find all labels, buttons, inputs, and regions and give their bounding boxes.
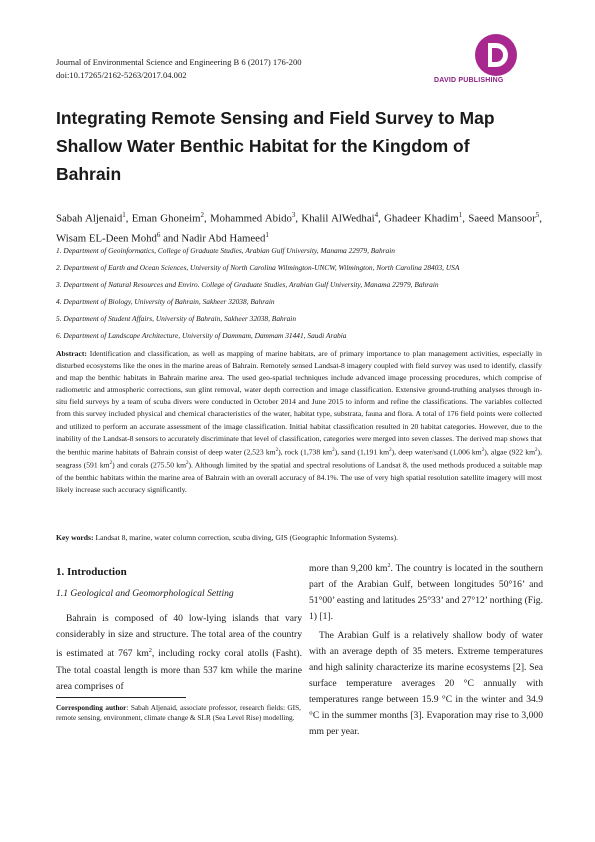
publisher-logo-text: DAVID PUBLISHING <box>434 77 504 84</box>
body-column-right <box>309 558 543 742</box>
abstract-text: Identification and classification, as well as mapping of marine habitats, are of primary importance to plan management activities, especially in disturbed ecosystems like the ones in the marine areas of Bahrain. Remotely sensed Landsat-8 imagery coupled with field survey was used to identify, classify and map the benthic habitats in Bahrain marine area. The used geo-spatial techniques include advanced image processing procedures, which comprise of radiometric and atmospheric corrections, sun glint removal, water depth correction and image classification. Extensive ground-truthing analyses through in-situ field surveys by a team of scuba divers were conducted in October 2014 and June 2015 to inform and refine the classifications. The variables collected from this survey included physical and chemical characteristics of the water, habitat type, substrata, fauna and flora. A total of 176 field points were collected and utilized to perform an accurate assessment of the image classification. Initial habitat classification resulted in 20 habitat categories. However, due to the inability of the Landsat-8 sensors to accurately discriminate that level of classification, categories were merged into seven classes. The derived map shows that the benthic marine habitats of Bahrain consist of deep water (2,523 km <box>56 349 542 457</box>
body-paragraph: Bahrain is composed of 40 low-lying islands that vary considerably in size and structure. The total area of the country is estimated at 767 $km^2$, including rocky coral atolls (Fasht). The total coastal length is more than 537 km while the marine area comprises of <box>56 613 302 692</box>
affiliation-item: 5. Department of Student Affairs, University of Bahrain, Sakheer 32038, Bahrain <box>56 314 297 324</box>
section-heading: 1. Introduction <box>56 566 127 578</box>
author-name: Ghadeer Khadim <box>384 212 459 225</box>
footnote <box>56 703 301 724</box>
footnote-divider <box>56 697 186 698</box>
body-paragraph: The Arabian Gulf is a relatively shallow body of water with an average depth of 35 meters. Extreme temperatures and high salinity characterize its marine ecosystems [2]. Sea surface temperature averages 20 °C annually with temperatures range between 15.9 °C in the winter and 34.9 °C in the summer months [3]. Evaporation may rise to 3,000 mm per year. <box>309 629 543 738</box>
affiliation-list <box>56 242 542 345</box>
abstract: Abstract: Identification and classification, as well as mapping of marine habitats, are of primary importance to plan management activities, especially in disturbed ecosystems like the ones in the marine areas of Bahrain. Remotely sensed Landsat-8 imagery coupled with field survey was used to identify, classify and map the benthic habitats in Bahrain marine area. The used geo-spatial techniques include advanced image processing procedures, which comprise of radiometric and atmospheric corrections, sun glint removal, water depth correction and image classification. Extensive ground-truthing analyses through in-situ field surveys by a team of scuba divers were conducted in October 2014 and June 2015 to inform and refine the classifications. The variables collected from this survey included physical and chemical characteristics of the water, habitat type, substrata, fauna and flora. A total of 176 field points were collected and utilized to perform an accurate assessment of the image classification. Initial habitat classification resulted in 20 habitat categories. However, due to the inability of the Landsat-8 sensors to accurately discriminate that level of classification, categories were merged into seven classes. The derived map shows that the benthic marine habitats of Bahrain consist of deep water (2,523 $km^2$), rock (1,738 $km^2$), sand (1,191 $km^2$), deep water/sand (1,006 $km^2$), algae (922 $km^2$), seagrass (591 $km^2$) and corals (275.50 $km^2$). Although limited by the spatial and spectral resolutions of Landsat 8, the used methods produced a suitable map of the benthic habitats within the marine area of Bahrain with an overall accuracy of 84.1%. The use of very high spatial resolution satellite imagery will most likely increase such accuracy significantly. <box>56 349 542 495</box>
author-name: Wisam EL-Deen Mohd <box>56 232 157 245</box>
body-column-left <box>56 560 302 697</box>
author-name: Eman Ghoneim <box>131 212 201 225</box>
author-list: Sabah Aljenaid$^1$, Eman Ghoneim$^2$, Mohammed Abido$^3$, Khalil AlWedhai$^4$, Ghadeer Khadim$^1$, Saeed Mansoor$^5$, Wisam EL-Deen Mohd$^6$ and Nadir Abd Hameed$^1$ <box>56 211 542 245</box>
author-name: Sabah Aljenaid <box>56 212 123 225</box>
affiliation-item: 4. Department of Biology, University of Bahrain, Sakheer 32038, Bahrain <box>56 297 275 307</box>
abstract-label: Abstract: <box>56 349 87 358</box>
body-paragraph: more than 9,200 $km^2$. The country is located in the southern part of the Arabian Gulf, between longitudes 50°16’ and 51°00’ easting and latitudes 25°33’ and 27°12’ northing (Fig. 1) [1]. <box>309 563 543 623</box>
journal-header <box>56 56 302 82</box>
keywords-text: Landsat 8, marine, water column correction, scuba diving, GIS (Geographic Information Systems). <box>93 533 399 542</box>
affiliation-item: 2. Department of Earth and Ocean Sciences, University of North Carolina Wilmington-UNCW, Wilmington, North Carolina 28403, USA <box>56 263 460 273</box>
keywords <box>56 532 542 544</box>
author-name: Khalil AlWedhai <box>301 212 375 225</box>
journal-citation: Journal of Environmental Science and Engineering B 6 (2017) 176-200 <box>56 57 302 67</box>
affiliation-item: 3. Department of Natural Resources and Enviro. College of Graduate Studies, Arabian Gulf University, Manama 22979, Bahrain <box>56 280 439 290</box>
paper-title: Integrating Remote Sensing and Field Survey to Map Shallow Water Benthic Habitat for the Kingdom of Bahrain <box>56 108 495 184</box>
author-name: Saeed Mansoor <box>468 212 536 225</box>
footnote-label: Corresponding author <box>56 703 127 712</box>
keywords-label: Key words: <box>56 533 94 542</box>
affiliation-item: 6. Department of Landscape Architecture, University of Dammam, Dammam 31441, Saudi Arabia <box>56 331 347 341</box>
author-name: Mohammed Abido <box>210 212 292 225</box>
affiliation-item: 1. Department of Geoinformatics, College of Graduate Studies, Arabian Gulf University, Manama 22979, Bahrain <box>56 246 395 255</box>
author-name: Nadir Abd Hameed <box>181 232 266 245</box>
subsection-heading: 1.1 Geological and Geomorphological Setting <box>56 588 234 600</box>
footnote-text: : Sabah Aljenaid, associate professor, research fields: GIS, remote sensing, environment, climate change & SLR (Sea Level Rise) modelling. <box>56 703 301 723</box>
doi: doi:10.17265/2162-5263/2017.04.002 <box>56 70 187 80</box>
